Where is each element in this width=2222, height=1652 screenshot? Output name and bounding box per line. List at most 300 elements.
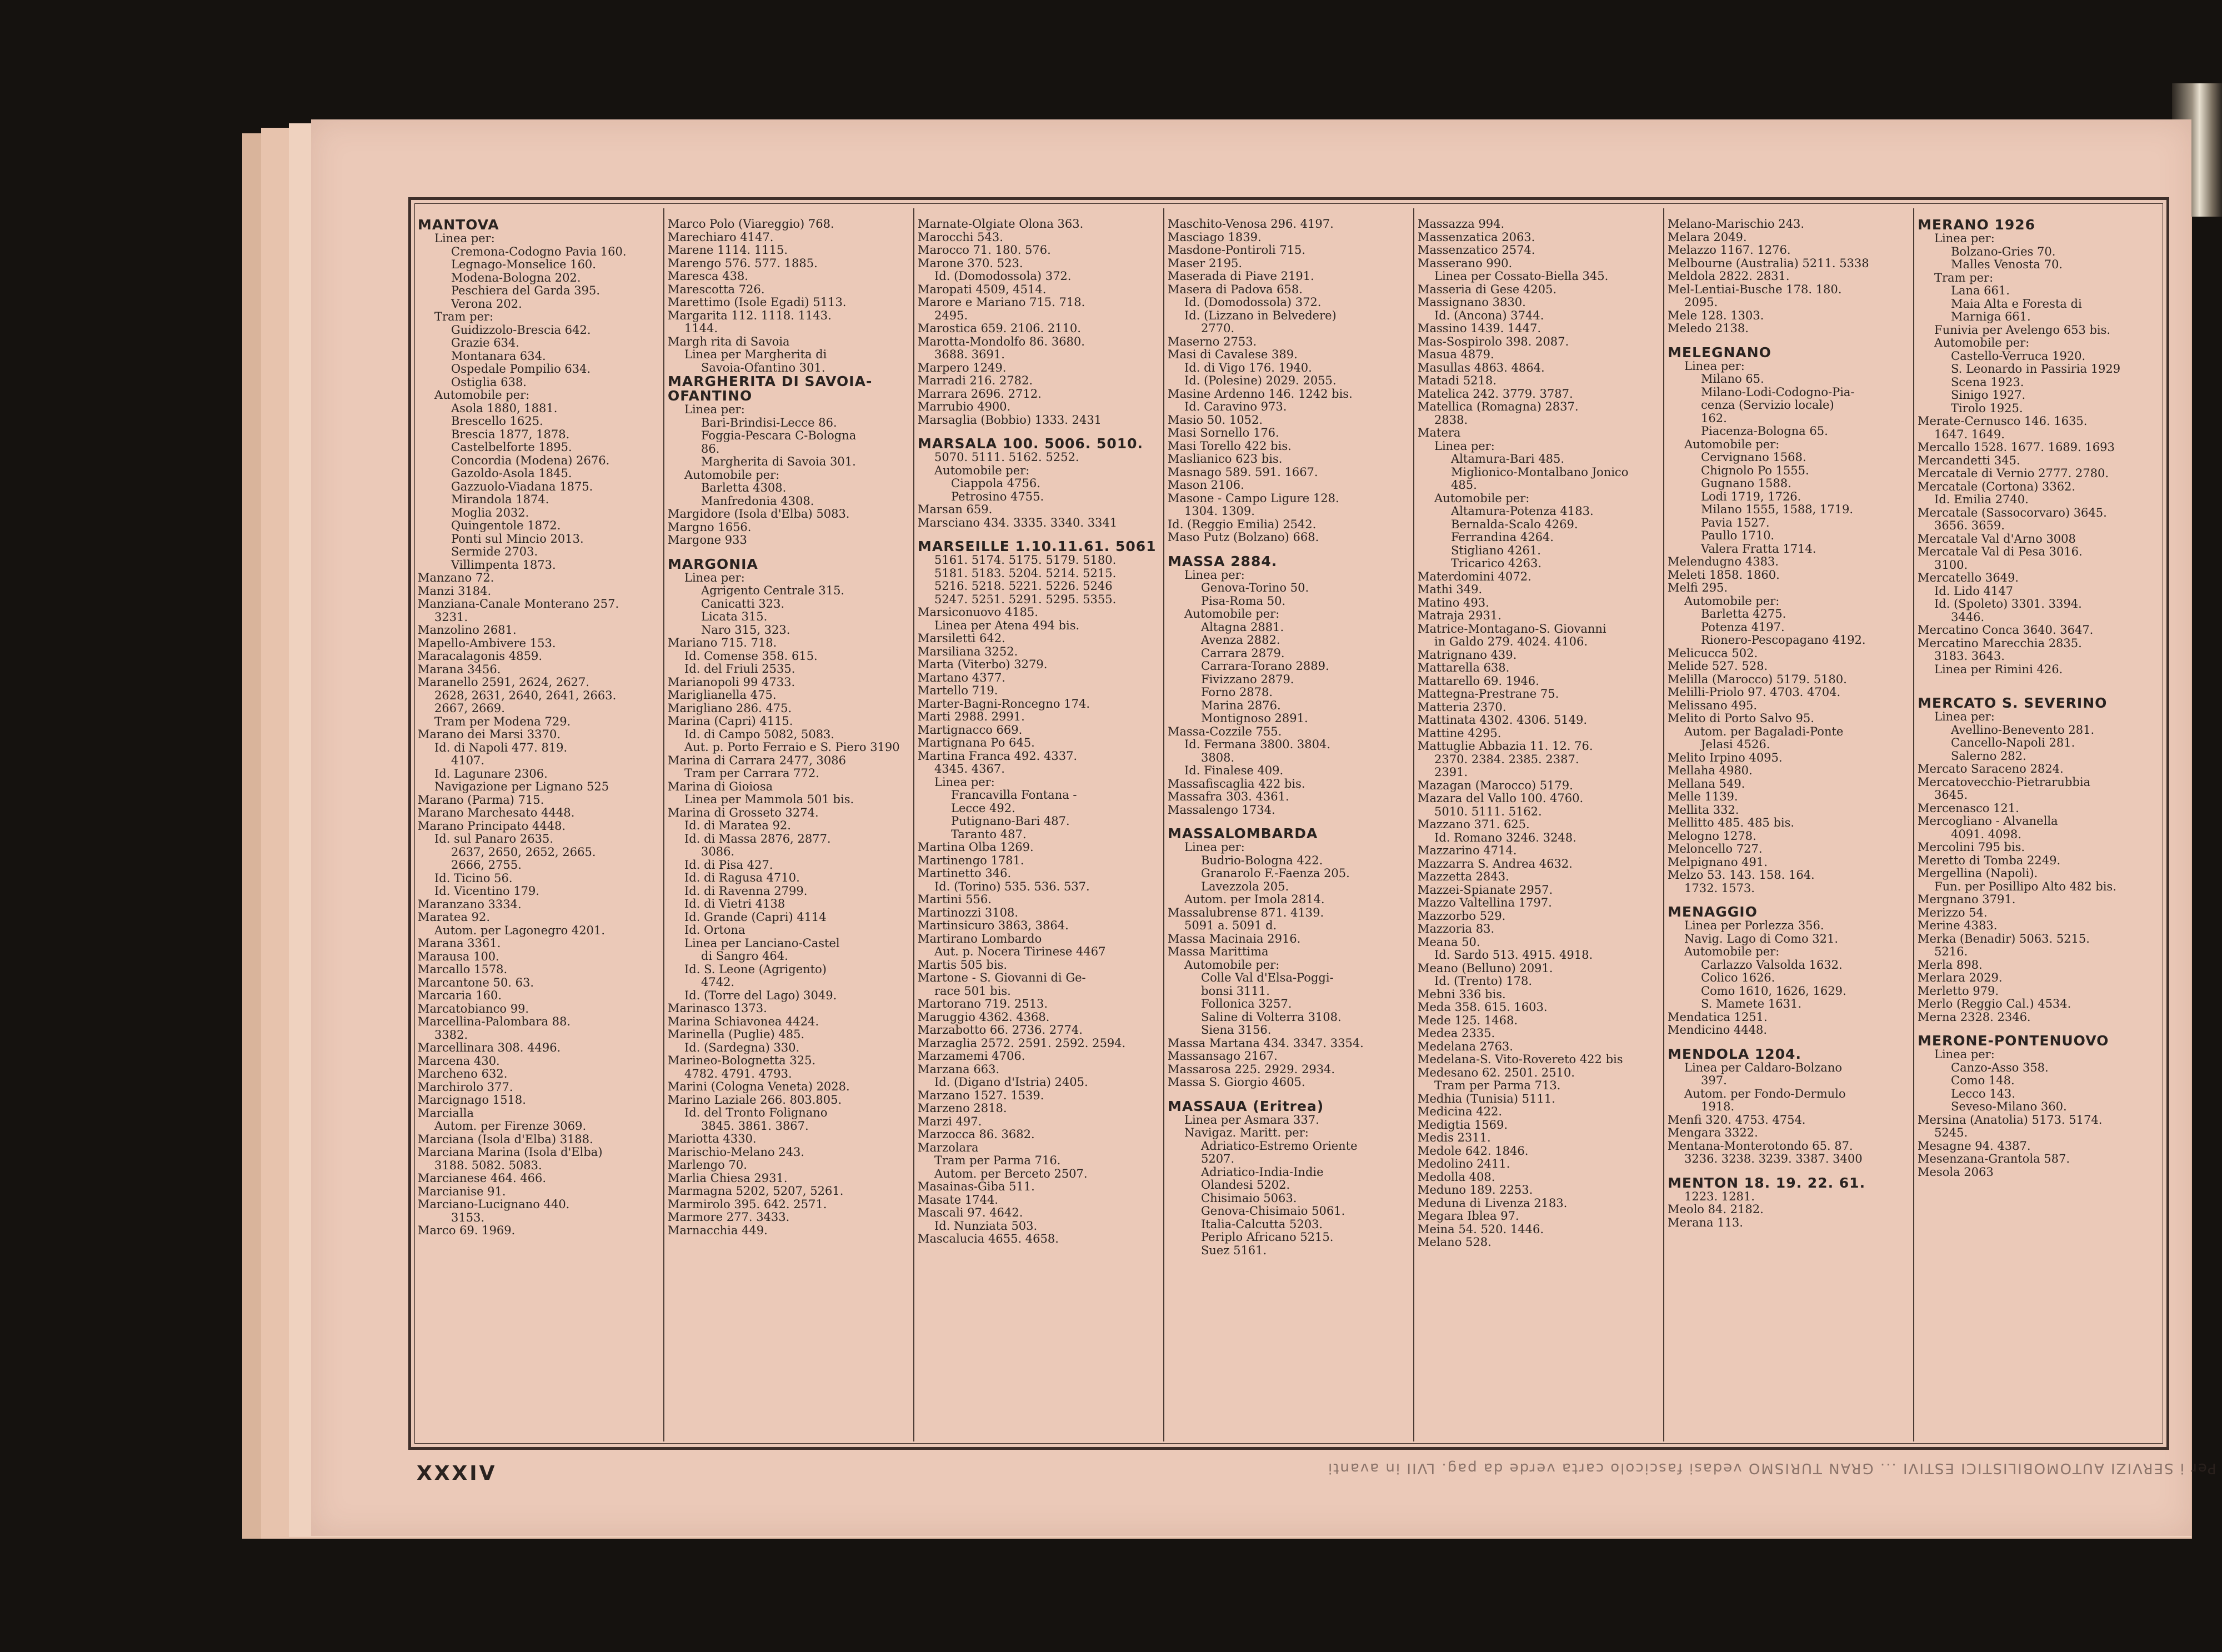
index-entry: Masone - Campo Ligure 128. (1168, 492, 1339, 505)
index-entry: Marta (Viterbo) 3279. (918, 658, 1048, 671)
index-entry: Martignacco 669. (918, 723, 1023, 737)
index-entry: 2838. (1434, 413, 1468, 427)
index-entry: Id. di Vietri 4138 (684, 898, 785, 910)
index-entry: 3645. (1934, 789, 1968, 802)
index-entry: Ferrandina 4264. (1451, 531, 1554, 544)
index-entry: Ciappola 4756. (951, 477, 1040, 490)
index-entry: 4345. 4367. (934, 763, 1005, 775)
index-entry: Autom. per Berceto 2507. (934, 1167, 1088, 1180)
index-entry: bonsi 3111. (1201, 984, 1270, 998)
index-entry: Mercallo 1528. 1677. 1689. 1693 (1918, 441, 2115, 454)
index-entry: Milano 1555, 1588, 1719. (1701, 503, 1854, 516)
index-column-3 (918, 218, 1158, 1440)
index-entry: Marmirolo 395. 642. 2571. (668, 1198, 827, 1211)
index-entry: 5161. 5174. 5175. 5179. 5180. (934, 554, 1117, 567)
index-entry: Id. Romano 3246. 3248. (1434, 831, 1577, 844)
index-entry: 2495. (934, 309, 968, 322)
index-entry: Marzocca 86. 3682. (918, 1128, 1035, 1141)
index-entry: 2391. (1434, 766, 1468, 779)
index-entry: Id. di Napoli 477. 819. (434, 741, 568, 754)
index-entry: Marocco 71. 180. 576. (918, 244, 1051, 257)
index-entry: Milano-Lodi-Codogno-Pia- (1701, 386, 1855, 399)
spacer (1918, 1024, 2158, 1034)
column-separator (663, 208, 664, 1441)
index-column-7 (1918, 218, 2158, 1440)
index-entry: Maserno 2753. (1168, 335, 1257, 348)
index-entry: Massafra 303. 4361. (1168, 790, 1289, 803)
index-entry: Lecce 492. (951, 802, 1015, 815)
index-entry: Id. sul Panaro 2635. (434, 833, 554, 845)
index-entry: Masciago 1839. (1168, 231, 1262, 244)
index-entry: Marzano 1527. 1539. (918, 1089, 1044, 1102)
index-entry: Matera (1418, 427, 1461, 439)
index-entry: 5216. 5218. 5221. 5226. 5246 (934, 580, 1113, 593)
index-entry: Marmore 277. 3433. (668, 1211, 790, 1224)
index-entry: Id. di Ragusa 4710. (684, 872, 800, 884)
index-entry: Mason 2106. (1168, 479, 1244, 492)
index-entry: Marrara 2696. 2712. (918, 387, 1042, 401)
index-entry: Mariotta 4330. (668, 1133, 757, 1145)
spacer (1668, 336, 1908, 346)
index-entry: Mercatale Val di Pesa 3016. (1918, 545, 2083, 558)
index-entry: Taranto 487. (951, 828, 1027, 841)
index-entry: Marzi 497. (918, 1115, 982, 1128)
index-entry: Potenza 4197. (1701, 620, 1785, 634)
index-entry: Maratea 92. (418, 911, 491, 924)
index-entry: 5181. 5183. 5204. 5214. 5215. (934, 567, 1117, 580)
index-entry: in Galdo 279. 4024. 4106. (1434, 635, 1588, 648)
index-entry: Mazzarino 4714. (1418, 844, 1517, 857)
index-entry: Seveso-Milano 360. (1951, 1100, 2067, 1113)
index-entry: Carrara 2879. (1201, 647, 1285, 660)
index-heading: MASSALOMBARDA (1168, 827, 1318, 841)
index-entry: Matellica (Romagna) 2837. (1418, 401, 1579, 413)
index-heading: MARGHERITA DI SAVOIA- (668, 374, 873, 389)
index-entry: Massansago 2167. (1168, 1050, 1278, 1063)
index-entry: Marina Schiavonea 4424. (668, 1015, 819, 1028)
index-entry: Id. Emilia 2740. (1934, 493, 2029, 506)
index-entry: 1144. (684, 322, 718, 335)
index-entry: Forno 2878. (1201, 686, 1273, 699)
index-entry: Como 1610, 1626, 1629. (1701, 984, 1846, 998)
index-entry: Automobile per: (1434, 492, 1530, 505)
index-entry: Melito Irpino 4095. (1668, 751, 1783, 764)
index-entry: Avenza 2882. (1201, 634, 1280, 647)
index-entry: 3688. 3691. (934, 348, 1005, 361)
index-heading: MERCATO S. SEVERINO (1918, 696, 2108, 710)
index-entry: Mesola 2063 (1918, 1165, 1994, 1179)
index-entry: Salerno 282. (1951, 749, 2026, 763)
index-entry: Meolo 84. 2182. (1668, 1203, 1764, 1216)
index-entry: Navigazione per Lignano 525 (434, 780, 609, 793)
index-entry: Masate 1744. (918, 1193, 998, 1207)
index-entry: S. Leonardo in Passiria 1929 (1951, 363, 2121, 376)
index-entry: Mergnano 3791. (1918, 893, 2016, 906)
index-entry: Lecco 143. (1951, 1087, 2015, 1100)
index-entry: Marnacchia 449. (668, 1224, 768, 1237)
index-entry: 3086. (701, 845, 735, 858)
index-entry: Marzolara (918, 1141, 979, 1154)
index-entry: Miglionico-Montalbano Jonico (1451, 465, 1629, 479)
spacer (668, 547, 908, 557)
index-entry: Id. Grande (Capri) 4114 (684, 910, 827, 924)
index-entry: Massafiscaglia 422 bis. (1168, 777, 1305, 790)
index-entry: Id. Lido 4147 (1934, 584, 2013, 598)
index-entry: Marlengo 70. (668, 1159, 747, 1172)
index-entry: Marsaglia (Bobbio) 1333. 2431 (918, 413, 1102, 427)
index-entry: Marchirolo 377. (418, 1080, 513, 1094)
index-entry: Maruggio 4362. 4368. (918, 1010, 1050, 1024)
index-entry: Sermide 2703. (451, 545, 538, 558)
index-entry: Marti 2988. 2991. (918, 710, 1025, 723)
index-entry: Marradi 216. 2782. (918, 374, 1033, 387)
index-entry: Gazoldo-Asola 1845. (451, 467, 572, 480)
index-entry: Id. del Friuli 2535. (684, 663, 795, 675)
index-entry: Manziana-Canale Monterano 257. (418, 598, 619, 610)
index-entry: Marino Laziale 266. 803.805. (668, 1093, 842, 1107)
index-entry: Automobile per: (1684, 945, 1780, 958)
index-entry: Id. Fermana 3800. 3804. (1184, 738, 1331, 751)
index-entry: Merizzo 54. (1918, 906, 1988, 919)
index-entry: Chignolo Po 1555. (1701, 464, 1809, 477)
index-entry: Meleti 1858. 1860. (1668, 568, 1780, 582)
index-entry: Marina (Capri) 4115. (668, 715, 793, 728)
index-entry: Marinella (Puglie) 485. (668, 1028, 805, 1041)
index-entry: Cancello-Napoli 281. (1951, 737, 2075, 749)
index-entry: Linea per Mammola 501 bis. (684, 793, 854, 806)
index-entry: Siena 3156. (1201, 1024, 1272, 1037)
index-entry: S. Mamete 1631. (1701, 998, 1802, 1010)
index-entry: Marina di Gioiosa (668, 780, 773, 793)
spacer (1668, 1166, 1908, 1176)
index-entry: Marore e Mariano 715. 718. (918, 296, 1085, 309)
footer-notice: Per i SERVIZI AUTOMOBILISTICI ESTIVI ... GRAN TURISMO vedasi fascicolo carta verde da pag. LVII in avanti (1327, 1460, 2216, 1476)
index-entry: Mercatino Conca 3640. 3647. (1918, 624, 2094, 637)
index-entry: Tram per Parma 713. (1434, 1079, 1561, 1092)
index-entry: Canicatti 323. (701, 597, 785, 610)
index-entry: Mazagan (Marocco) 5179. (1418, 779, 1573, 792)
index-entry: Avellino-Benevento 281. (1951, 723, 2095, 737)
index-entry: Marco Polo (Viareggio) 768. (668, 218, 834, 231)
index-entry: Barletta 4275. (1701, 608, 1786, 620)
index-entry: Navigaz. Maritt. per: (1184, 1127, 1309, 1139)
index-entry: Gugnano 1588. (1701, 477, 1791, 490)
index-entry: Id. Ticino 56. (434, 872, 513, 885)
index-entry: Mariglianella 475. (668, 689, 777, 702)
index-entry: Id. (Trento) 178. (1434, 975, 1532, 988)
index-entry: Masainas-Giba 511. (918, 1180, 1035, 1193)
index-entry: Id. (Sardegna) 330. (684, 1041, 800, 1054)
index-entry: Budrio-Bologna 422. (1201, 854, 1323, 867)
index-entry: Linea per Asmara 337. (1184, 1113, 1319, 1127)
index-entry: Mattarella 638. (1418, 662, 1510, 674)
index-entry: Genova-Chisimaio 5061. (1201, 1205, 1345, 1218)
index-entry: Maresca 438. (668, 270, 748, 283)
index-entry: Altagna 2881. (1201, 620, 1284, 634)
index-entry: Id. (Ancona) 3744. (1434, 309, 1544, 322)
index-entry: Mazzetta 2843. (1418, 870, 1509, 883)
index-entry: Marcellina-Palombara 88. (418, 1015, 571, 1028)
index-entry: Marano dei Marsi 3370. (418, 728, 561, 741)
index-entry: cenza (Servizio locale) (1701, 399, 1834, 412)
index-entry: Id. Nunziata 503. (934, 1219, 1038, 1233)
index-entry: Marsiliana 3252. (918, 645, 1018, 658)
index-entry: Margidore (Isola d'Elba) 5083. (668, 508, 850, 520)
index-entry: 3845. 3861. 3867. (701, 1119, 809, 1133)
index-entry: Linea per Caldaro-Bolzano (1684, 1061, 1842, 1074)
index-entry: Melazzo 1167. 1276. (1668, 244, 1791, 257)
index-entry: Meina 54. 520. 1446. (1418, 1223, 1544, 1236)
index-entry: Mellana 549. (1668, 777, 1745, 790)
index-entry: Matino 493. (1418, 596, 1489, 609)
index-entry: Mazzei-Spianate 2957. (1418, 883, 1553, 897)
index-entry: Marocchi 543. (918, 231, 1003, 244)
index-entry: Bolzano-Gries 70. (1951, 245, 2056, 258)
index-entry: Marcheno 632. (418, 1068, 508, 1080)
index-entry: Linea per: (1934, 1048, 1995, 1061)
index-entry: Id. Vicentino 179. (434, 885, 540, 898)
index-entry: Masera di Padova 658. (1168, 283, 1303, 296)
index-entry: Marcallo 1578. (418, 963, 508, 976)
index-entry: Marcignago 1518. (418, 1094, 526, 1107)
index-entry: Mendatica 1251. (1668, 1010, 1768, 1024)
index-entry: Marniga 661. (1951, 311, 2031, 323)
index-entry: Materdomini 4072. (1418, 570, 1532, 583)
index-entry: Mascalucia 4655. 4658. (918, 1233, 1059, 1245)
index-entry: 3100. (1934, 558, 1968, 572)
index-entry: Massenzatico 2574. (1418, 244, 1535, 257)
index-entry: Periplo Africano 5215. (1201, 1231, 1334, 1244)
index-entry: Mercenasco 121. (1918, 802, 2019, 815)
index-entry: Meano (Belluno) 2091. (1418, 962, 1553, 975)
index-entry: Id. di Campo 5082, 5083. (684, 728, 835, 741)
index-entry: Marsiletti 642. (918, 632, 1005, 645)
index-entry: Linea per: (934, 775, 995, 789)
index-entry: Medicina 422. (1418, 1105, 1503, 1118)
index-entry: Mercatale (Sassocorvaro) 3645. (1918, 506, 2107, 519)
index-entry: 86. (701, 442, 720, 455)
index-entry: Marsan 659. (918, 503, 993, 516)
index-entry: Massa-Cozzile 755. (1168, 725, 1282, 738)
index-entry: Menfi 320. 4753. 4754. (1668, 1113, 1806, 1127)
index-entry: Massalubrense 871. 4139. (1168, 906, 1324, 919)
index-entry: Mazzano 371. 625. (1418, 818, 1530, 831)
index-entry: Foggia-Pescara C-Bologna (701, 429, 857, 442)
index-heading: MARGONIA (668, 557, 758, 572)
index-entry: Medhia (Tunisia) 5111. (1418, 1092, 1555, 1105)
index-entry: Masio 50. 1052. (1168, 413, 1263, 427)
index-entry: Marano Principato 4448. (418, 819, 566, 833)
index-entry: Suez 5161. (1201, 1244, 1267, 1257)
index-entry: race 501 bis. (934, 984, 1011, 998)
index-entry: 5207. (1201, 1153, 1235, 1165)
index-entry: Meloncello 727. (1668, 843, 1763, 855)
index-entry: Automobile per: (1684, 594, 1780, 608)
index-entry: Linea per: (1184, 841, 1245, 854)
index-entry: Marina 2876. (1201, 699, 1281, 712)
index-entry: Scena 1923. (1951, 376, 2024, 389)
index-entry: 2666, 2755. (451, 859, 522, 872)
index-entry: Agrigento Centrale 315. (701, 584, 845, 597)
index-entry: Masdone-Pontiroli 715. (1168, 244, 1306, 257)
index-entry: Mercatovecchio-Pietrarubbia (1918, 775, 2091, 789)
index-entry: Linea per Lanciano-Castel (684, 937, 840, 950)
index-entry: Id. Sardo 513. 4915. 4918. (1434, 949, 1593, 962)
index-entry: Linea per Atena 494 bis. (934, 619, 1080, 632)
index-entry: Granarolo F.-Faenza 205. (1201, 867, 1350, 880)
column-separator (1913, 208, 1914, 1441)
index-entry: Martis 505 bis. (918, 958, 1008, 972)
index-entry: Merana 113. (1668, 1216, 1743, 1229)
index-entry: Marettimo (Isole Egadi) 5113. (668, 296, 847, 309)
index-entry: Naro 315, 323. (701, 623, 790, 637)
index-entry: Guidizzolo-Brescia 642. (451, 323, 591, 337)
index-entry: Mazara del Vallo 100. 4760. (1418, 792, 1584, 805)
index-entry: Id. (Spoleto) 3301. 3394. (1934, 598, 2082, 610)
index-entry: Maserada di Piave 2191. (1168, 270, 1314, 283)
index-entry: Pavia 1527. (1701, 516, 1770, 529)
index-entry: Automobile per: (1184, 608, 1280, 620)
index-entry: Marcena 430. (418, 1054, 500, 1068)
index-entry: Linea per: (1934, 710, 1995, 723)
index-entry: Colle Val d'Elsa-Poggi- (1201, 972, 1334, 984)
index-entry: Meana 50. (1418, 935, 1480, 949)
index-entry: Matadi 5218. (1418, 374, 1497, 387)
index-entry: Id. Comense 358. 615. (684, 649, 818, 663)
index-entry: Quingentole 1872. (451, 519, 561, 532)
index-entry: 2637, 2650, 2652, 2665. (451, 845, 596, 859)
index-entry: Marzamemi 4706. (918, 1050, 1025, 1063)
index-entry: 3188. 5082. 5083. (434, 1159, 542, 1172)
index-entry: Melzo 53. 143. 158. 164. (1668, 869, 1815, 882)
index-entry: Id. (Lizzano in Belvedere) (1184, 309, 1337, 322)
index-entry: Id. (Digano d'Istria) 2405. (934, 1076, 1088, 1089)
spacer (1918, 676, 2158, 686)
index-entry: Masnago 589. 591. 1667. (1168, 465, 1318, 479)
index-entry: Medis 2311. (1418, 1132, 1491, 1144)
index-entry: Marrubio 4900. (918, 401, 1011, 413)
index-entry: Petrosino 4755. (951, 490, 1044, 503)
index-entry: Manzolino 2681. (418, 624, 517, 637)
index-entry: Mesenzana-Grantola 587. (1918, 1153, 2070, 1165)
index-entry: Automobile per: (1184, 958, 1280, 972)
index-entry: Linea per: (684, 403, 745, 416)
index-entry: Carlazzo Valsolda 1632. (1701, 958, 1843, 972)
index-entry: Mattine 4295. (1418, 727, 1502, 740)
index-entry: Melilli-Priolo 97. 4703. 4704. (1668, 686, 1841, 699)
index-entry: Marechiaro 4147. (668, 231, 774, 244)
index-entry: Marcialla (418, 1107, 474, 1120)
index-entry: Barletta 4308. (701, 482, 787, 494)
index-entry: 4742. (701, 976, 735, 989)
index-entry: Marene 1114. 1115. (668, 244, 788, 257)
index-entry: Massignano 3830. (1418, 296, 1526, 309)
index-entry: Mercatale Val d'Arno 3008 (1918, 532, 2076, 545)
index-column-5 (1418, 218, 1658, 1440)
index-entry: Melogno 1278. (1668, 829, 1756, 843)
index-entry: 5245. (1934, 1127, 1968, 1139)
index-entry: Marineo-Bolognetta 325. (668, 1054, 816, 1067)
index-entry: Marcellinara 308. 4496. (418, 1042, 561, 1054)
index-entry: 1647. 1649. (1934, 428, 2005, 441)
index-entry: Mel-Lentiai-Busche 178. 180. (1668, 283, 1842, 296)
index-entry: Altamura-Bari 485. (1451, 453, 1565, 465)
index-entry: Marnate-Olgiate Olona 363. (918, 218, 1084, 231)
index-entry: Mebni 336 bis. (1418, 988, 1506, 1001)
index-entry: Mellitto 485. 485 bis. (1668, 817, 1795, 829)
index-entry: Manfredonia 4308. (701, 494, 814, 508)
index-entry: Linea per: (1934, 232, 1995, 245)
index-entry: Marzeno 2818. (918, 1102, 1007, 1115)
index-entry: Malles Venosta 70. (1951, 258, 2063, 271)
index-entry: Mersina (Anatolia) 5173. 5174. (1918, 1113, 2103, 1127)
index-entry: Id. (Domodossola) 372. (1184, 296, 1322, 309)
index-entry: Medolino 2411. (1418, 1158, 1510, 1170)
column-separator (1163, 208, 1164, 1441)
index-entry: Martirano Lombardo (918, 932, 1042, 945)
index-entry: Marzaglia 2572. 2591. 2592. 2594. (918, 1037, 1126, 1050)
index-entry: Rionero-Pescopagano 4192. (1701, 634, 1866, 647)
index-heading: MASSAUA (Eritrea) (1168, 1099, 1324, 1114)
index-entry: Marcaria 160. (418, 989, 502, 1002)
index-entry: Merine 4383. (1918, 919, 1998, 932)
index-entry: Massa Martana 434. 3347. 3354. (1168, 1037, 1364, 1050)
index-entry: Marinasco 1373. (668, 1002, 767, 1015)
index-entry: Margherita di Savoia 301. (701, 455, 856, 468)
index-entry: Adriatico-India-Indie (1201, 1165, 1324, 1179)
index-entry: Lana 661. (1951, 284, 2010, 297)
index-entry: Melendugno 4383. (1668, 555, 1779, 568)
index-entry: Meduno 189. 2253. (1418, 1184, 1533, 1197)
index-entry: Marmagna 5202, 5207, 5261. (668, 1185, 844, 1198)
index-entry: Funivia per Avelengo 653 bis. (1934, 323, 2111, 337)
index-entry: Meldola 2822. 2831. (1668, 270, 1790, 283)
index-entry: Masi Sornello 176. (1168, 427, 1279, 439)
index-entry: Marter-Bagni-Roncegno 174. (918, 697, 1090, 710)
index-entry: Melano-Marischio 243. (1668, 218, 1805, 231)
index-entry: Marano Marchesato 4448. (418, 807, 575, 819)
index-entry: Martano 4377. (918, 671, 1005, 684)
index-heading: OFANTINO (668, 389, 753, 403)
index-entry: Castello-Verruca 1920. (1951, 349, 2086, 363)
index-entry: Autom. per Lagonegro 4201. (434, 924, 605, 937)
index-entry: Maslianico 623 bis. (1168, 453, 1283, 465)
index-entry: 3382. (434, 1028, 468, 1042)
index-entry: Id. (Polesine) 2029. 2055. (1184, 374, 1337, 387)
spacer (1918, 686, 2158, 696)
index-entry: Autom. per Fondo-Dermulo (1684, 1087, 1846, 1100)
index-entry: Ospedale Pompilio 634. (451, 363, 591, 376)
index-entry: Id. di Pisa 427. (684, 858, 773, 872)
index-entry: Melara 2049. (1668, 231, 1747, 244)
index-entry: Ostiglia 638. (451, 376, 527, 389)
index-entry: Mellita 332. (1668, 803, 1739, 817)
index-entry: Peschiera del Garda 395. (451, 284, 600, 297)
index-entry: Follonica 3257. (1201, 998, 1292, 1010)
index-entry: Maso Putz (Bolzano) 668. (1168, 531, 1319, 544)
index-entry: Melle 1139. (1668, 790, 1738, 803)
index-entry: Mathi 349. (1418, 583, 1483, 596)
index-entry: Marana 3361. (418, 937, 501, 950)
index-entry: Merlara 2029. (1918, 972, 2003, 984)
index-heading: MARSALA 100. 5006. 5010. (918, 437, 1144, 451)
index-entry: Linea per Rimini 426. (1934, 663, 2063, 676)
index-column-6 (1668, 218, 1908, 1440)
index-entry: Pisa-Roma 50. (1201, 594, 1286, 608)
index-entry: Masullas 4863. 4864. (1418, 361, 1545, 374)
index-entry: Stigliano 4261. (1451, 544, 1541, 557)
index-entry: Melbourne (Australia) 5211. 5338 (1668, 257, 1869, 270)
